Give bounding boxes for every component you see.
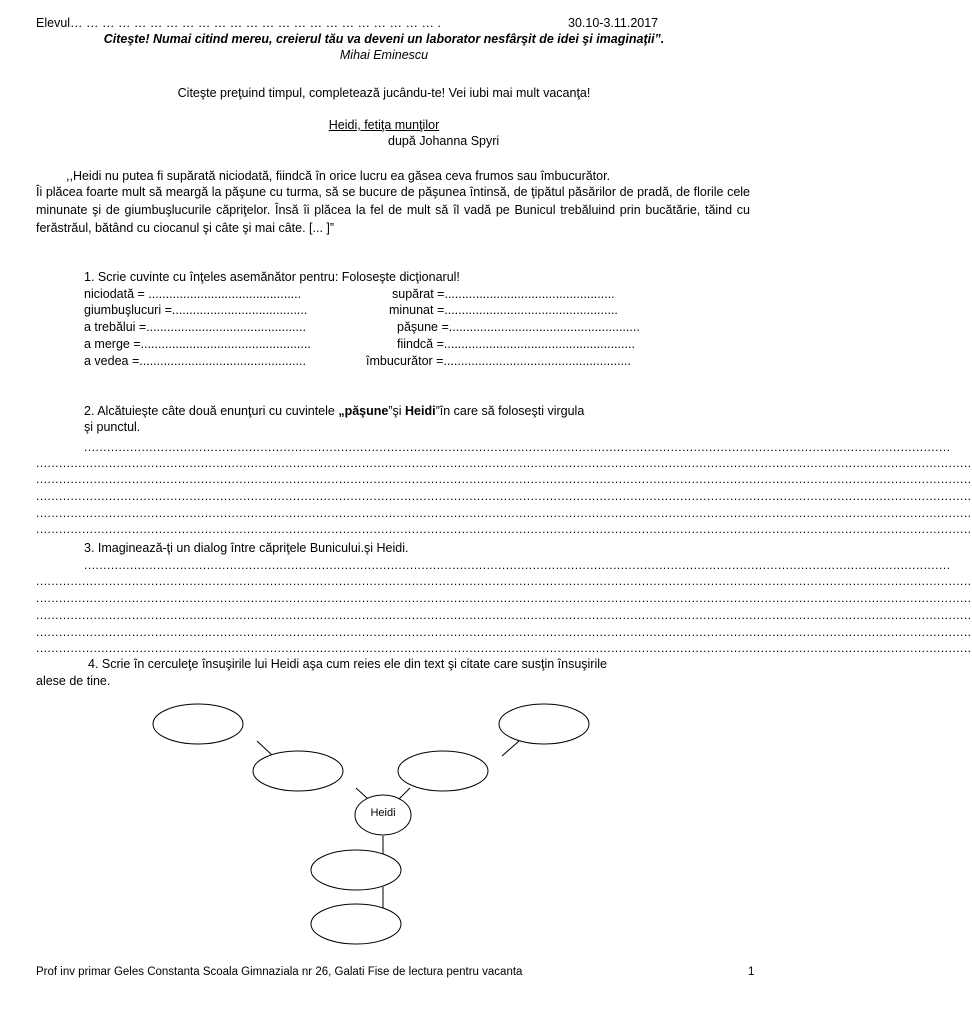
passage-first-line: ,,Heidi nu putea fi supărată niciodată, fiindcă în orice lucru ea găsea ceva frumos sau îmbucurător.: [66, 169, 611, 183]
answer-line[interactable]: ....................................................................................................................................................................................................................................................: [36, 506, 972, 520]
answer-line[interactable]: ....................................................................................................................................................................................................................................................: [36, 522, 972, 536]
trait-oval-bottom-1[interactable]: [311, 850, 401, 890]
task1-left-item: a merge =.................................................: [84, 337, 311, 351]
task4-prompt: 4. Scrie în cerculeţe însuşirile lui Heidi aşa cum reies ele din text şi citate care susţin însuşirile: [88, 657, 607, 671]
task1-right-item: fiindcă =.......................................................: [397, 337, 635, 351]
heidi-center-label: Heidi: [370, 807, 396, 819]
task1-left-item: giumbuşlucuri =.......................................: [84, 303, 308, 317]
trait-oval-top-right[interactable]: [499, 704, 589, 744]
trait-oval-mid-left[interactable]: [253, 751, 343, 791]
answer-line[interactable]: ....................................................................................................................................................................................................................................................: [36, 641, 972, 655]
task4-prompt-line2: alese de tine.: [36, 674, 111, 688]
page-number: 1: [748, 966, 755, 978]
task2-prompt-line2: şi punctul.: [84, 420, 141, 434]
answer-line[interactable]: ....................................................................................................................................................................................................................................................: [36, 591, 972, 605]
instruction: Citeşte preţuind timpul, completează jucându-te! Vei iubi mai mult vacanţa!: [177, 86, 591, 100]
connector-line: [257, 741, 273, 756]
trait-oval-bottom-2[interactable]: [311, 904, 401, 944]
trait-oval-mid-right[interactable]: [398, 751, 488, 791]
task3-prompt: 3. Imaginează-ţi un dialog între căpriţele Bunicului.şi Heidi.: [84, 541, 409, 555]
connector-line: [502, 741, 519, 756]
task1-left-item: a vedea =................................................: [84, 354, 306, 368]
student-name-line: Elevul… … … … … … … … … … … … … … … … … … … … … … … .: [36, 16, 441, 30]
task1-prompt: 1. Scrie cuvinte cu înţeles asemănător pentru: Foloseşte dicţionarul!: [84, 270, 460, 284]
date-range: 30.10-3.11.2017: [568, 16, 659, 30]
answer-line[interactable]: ....................................................................................................................................................................................................................................................: [36, 456, 972, 470]
answer-line[interactable]: ....................................................................................................................................................................................................................................................: [36, 472, 972, 486]
passage-body: Îi plăcea foarte mult să meargă la păşune cu turma, să se bucure de păşunea întinsă, de ţipătul păsărilor de pradă, de florile cele minunate şi de giumbuşlucurile căpriţelor. Însă îi plăcea la fel de mult să îl vadă pe Bunicul trebăluind prin bucătărie, tăind cu ferăstrăul, bătând cu ciocanul şi câte şi mai câte. [... ]”: [36, 185, 750, 235]
quote: Citeşte! Numai citind mereu, creierul tău va deveni un laborator nesfârşit de idei şi imaginaţii”.: [103, 32, 665, 46]
task2-prompt: 2. Alcătuieşte câte două enunţuri cu cuvintele „păşune”şi Heidi”în care să foloseşti virgula: [84, 404, 585, 418]
task1-left-item: niciodată = ............................................: [84, 287, 302, 301]
answer-line[interactable]: ....................................................................................................................................................................................................................................................: [36, 625, 972, 639]
task1-right-item: supărat =.................................................: [392, 287, 615, 301]
story-author: după Johanna Spyri: [388, 134, 500, 148]
story-title: Heidi, fetiţa munţilor: [328, 118, 440, 132]
task1-right-item: minunat =..................................................: [389, 303, 618, 317]
answer-line[interactable]: ....................................................................................................................................................................................................................................................: [36, 608, 972, 622]
task1-right-item: păşune =.......................................................: [397, 320, 640, 334]
trait-oval-top-left[interactable]: [153, 704, 243, 744]
answer-line[interactable]: ..................................................................................................................................................................................................................................: [84, 558, 951, 572]
task1-right-item: îmbucurător =......................................................: [366, 354, 632, 368]
answer-line[interactable]: ..................................................................................................................................................................................................................................: [84, 440, 951, 454]
quote-author: Mihai Eminescu: [339, 48, 429, 62]
footer-text: Prof inv primar Geles Constanta Scoala Gimnaziala nr 26, Galati Fise de lectura pentru vacanta: [36, 966, 523, 978]
answer-line[interactable]: ....................................................................................................................................................................................................................................................: [36, 489, 972, 503]
answer-line[interactable]: ....................................................................................................................................................................................................................................................: [36, 574, 972, 588]
task1-left-item: a trebălui =..............................................: [84, 320, 306, 334]
